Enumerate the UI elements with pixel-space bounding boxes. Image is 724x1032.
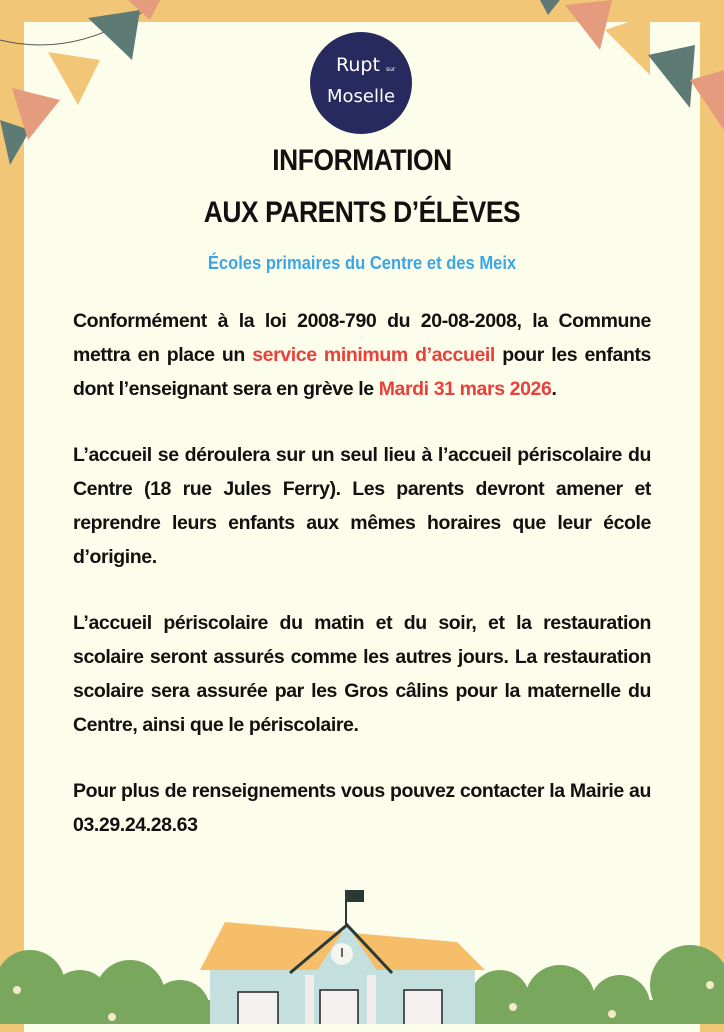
school-building-illustration	[200, 890, 485, 1024]
flag	[648, 45, 695, 108]
flag	[690, 70, 724, 130]
text: .	[551, 378, 557, 400]
text: pour les enfants dont l’enseignant sera en grève le	[73, 344, 651, 400]
paragraph-contact: Pour plus de renseignements vous pouvez contacter la Mairie au 03.29.24.28.63	[73, 780, 651, 836]
flag	[48, 52, 100, 105]
paragraph-3: L’accueil périscolaire du matin et du soir, et la restauration scolaire seront assurés comme les autres jours. La restauration scolaire sera assurée par les Gros câlins pour la maternelle du Centre, ainsi que le périscolaire.	[73, 612, 651, 736]
highlight-date: Mardi 31 mars 2026	[378, 378, 552, 400]
flag	[540, 0, 560, 15]
logo-text-rupt: Rupt	[336, 54, 380, 76]
subtitle: Écoles primaires du Centre et des Meix	[207, 253, 517, 273]
body-text	[73, 304, 651, 842]
rupt-sur-moselle-logo	[310, 32, 412, 134]
title-line-1: INFORMATION	[272, 144, 452, 177]
flag	[605, 15, 650, 75]
bunting-left	[0, 0, 160, 165]
text: Conformément à la loi 2008-790 du 20-08-2008, la Commune mettra en place un	[73, 310, 651, 366]
flag-icon	[346, 890, 364, 902]
bunting-right	[540, 0, 724, 130]
paragraph-1	[73, 304, 651, 406]
title-line-2: AUX PARENTS D’ÉLÈVES	[203, 196, 521, 229]
flag	[565, 0, 612, 50]
highlight-service: service minimum d’accueil	[252, 344, 495, 366]
logo-text-sur: sur	[386, 66, 396, 73]
logo-text-moselle: Moselle	[326, 86, 396, 107]
paragraph-2: L’accueil se déroulera sur un seul lieu à l’accueil périscolaire du Centre (18 rue Jules Ferry). Les parents devront amener et reprendre leurs enfants aux mêmes horaires que leur école d’origine.	[73, 444, 651, 568]
